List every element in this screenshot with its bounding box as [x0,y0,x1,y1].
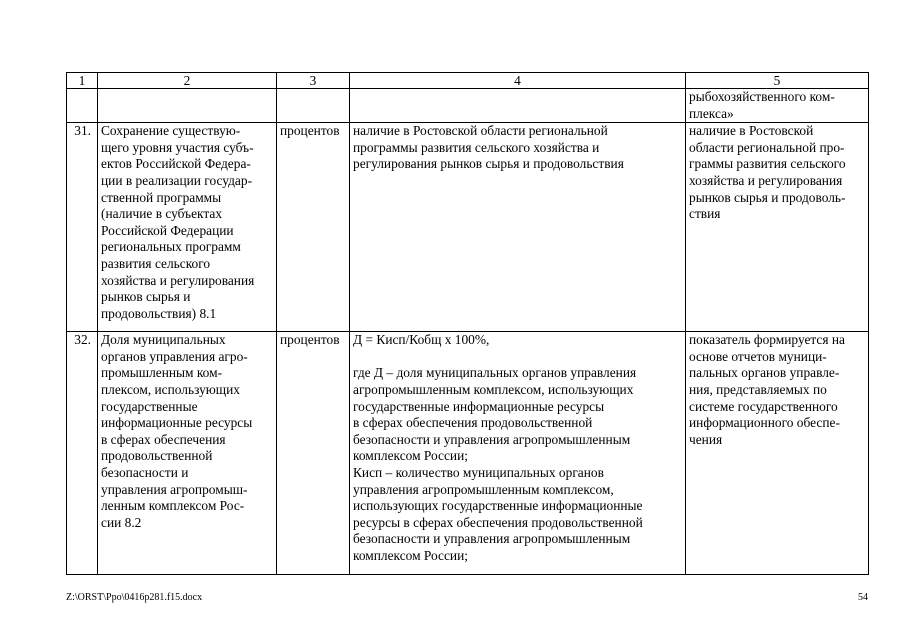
header-col-4: 4 [350,73,686,89]
header-col-3: 3 [277,73,350,89]
indicator-cell: Сохранение существую- щего уровня участия субъ- ектов Российской Федера- ции в реализации государ- ственной программы (наличие в субъектах Российской Федерации региональных программ развития сельского хозяйства и регулирования рынков сырья и продовольствия) 8.1 [98,123,277,332]
continuation-cell-4 [350,89,686,123]
footer-page-number: 54 [858,592,868,603]
footer-file-path: Z:\ORST\Ppo\0416p281.f15.docx [66,592,203,603]
source-cell: показатель формируется на основе отчетов муници- пальных органов управле- ния, представляемых по системе государственного информационного обеспе- чения [686,332,869,575]
table-header-row [67,73,869,89]
continuation-row [67,89,869,123]
continuation-cell-3 [277,89,350,123]
header-col-2: 2 [98,73,277,89]
continuation-cell-source: рыбохозяйственного ком- плекса» [686,89,869,123]
source-cell: наличие в Ростовской области региональной про- граммы развития сельского хозяйства и регулирования рынков сырья и продоволь- ствия [686,123,869,332]
method-cell: Д = Кисп/Кобщ х 100%, где Д – доля муниципальных органов управления агропромышленным комплексом, использующих государственные информационные ресурсы в сферах обеспечения продовольственной безопасности и управления агропромышленным комплексом России; Кисп – количество муниципальных органов управления агропромышленным комплексом, использующих государственные информационные ресурсы в сферах обеспечения продовольственной безопасности и управления агропромышленным комплексом России; [350,332,686,575]
header-col-5: 5 [686,73,869,89]
unit-cell: процентов [277,332,350,575]
header-col-1: 1 [67,73,98,89]
continuation-cell-1 [67,89,98,123]
unit-cell: процентов [277,123,350,332]
row-number: 32. [67,332,98,575]
table-row [67,332,869,575]
continuation-cell-2 [98,89,277,123]
table-row [67,123,869,332]
method-cell: наличие в Ростовской области региональной программы развития сельского хозяйства и регулирования рынков сырья и продовольствия [350,123,686,332]
indicator-cell: Доля муниципальных органов управления агро- промышленным ком- плексом, использующих государственные информационные ресурсы в сферах обеспечения продовольственной безопасности и управления агропромыш- ленным комплексом Рос- сии 8.2 [98,332,277,575]
indicators-table [66,72,869,575]
row-number: 31. [67,123,98,332]
